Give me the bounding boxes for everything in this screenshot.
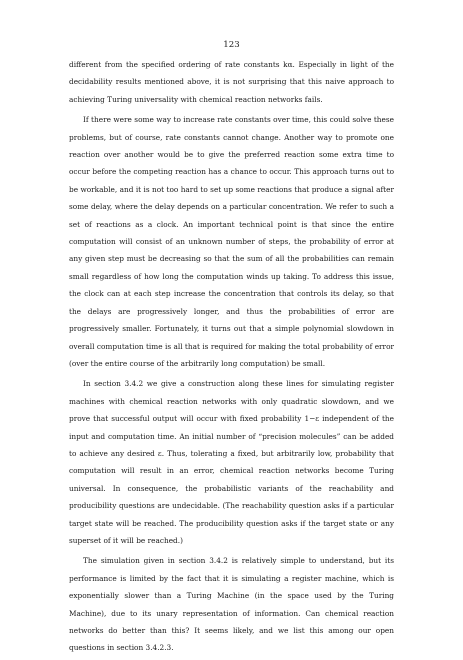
paragraph-2: If there were some way to increase rate constants over time, this could solve these problems, but of course, rate constants cannot change. Another way to promote one reaction over another would be to give the preferred reaction some extra time to occur before the competing reaction has a chance to occur. This approach turns out to be workable, and it is not too hard to set up some reactions that produce a signal after some delay, where the delay depends on a particular concentration. We refer to such a set of reactions as a clock. An important technical point is that since the entire computation will consist of an unknown number of steps, the probability of error at any given step must be decreasing so that the sum of all the probabilities can remain small regardless of how long the computation winds up taking. To address this issue, the clock can at each step increase the concentration that controls its delay, so that the delays are progressively longer, and thus the probabilities of error are progressively smaller. Fortunately, it turns out that a simple polynomial slowdown in overall computation time is all that is required for making the total probability of error (over the entire course of the arbitrarily long computation) be small. (69, 115, 394, 368)
paragraph-1: different from the specified ordering of rate constants kα. Especially in light of the decidability results mentioned above, it is not surprising that this naive approach to achieving Turing universality with chemical reaction networks fails. (69, 60, 394, 104)
page-number: 123 (223, 40, 240, 50)
paragraph-3: In section 3.4.2 we give a construction along these lines for simulating register machines with chemical reaction networks with only quadratic slowdown, and we prove that successful output will occur with fixed probability 1−ε independent of the input and computation time. An initial number of “precision molecules” can be added to achieve any desired ε. Thus, tolerating a fixed, but arbitrarily low, probability that computation will result in an error, chemical reaction networks become Turing universal. In consequence, the probabilistic variants of the reachability and producibility questions are undecidable. (The reachability question asks if a particular target state will be reached. The producibility question asks if the target state or any superset of it will be reached.) (69, 379, 394, 545)
paragraph-4: The simulation given in section 3.4.2 is relatively simple to understand, but its performance is limited by the fact that it is simulating a register machine, which is exponentially slower than a Turing Machine (in the space used by the Turing Machine), due to its unary representation of information. Can chemical reaction networks do better than this? It seems likely, and we list this among our open questions in section 3.4.2.3. (69, 556, 394, 653)
body-text (69, 56, 394, 660)
